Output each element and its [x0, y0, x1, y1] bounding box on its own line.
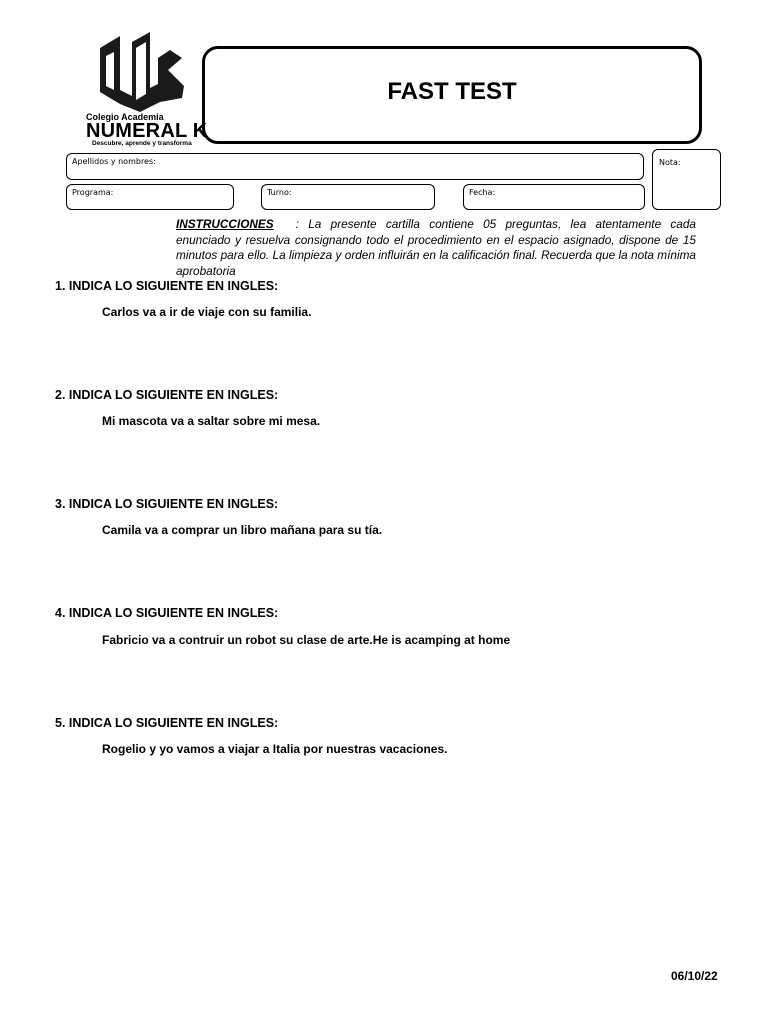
name-field[interactable] [66, 153, 644, 180]
question-heading-text: INDICA LO SIGUIENTE EN INGLES: [68, 388, 279, 402]
instructions [176, 217, 696, 278]
question-number: 3. [55, 497, 66, 511]
question-3-heading [55, 497, 278, 511]
question-1-heading [55, 279, 278, 293]
nk-logo-icon [98, 28, 188, 112]
question-heading-text: INDICA LO SIGUIENTE EN INGLES: [68, 716, 279, 730]
question-2-heading [55, 388, 278, 402]
name-field-label: Apellidos y nombres: [72, 157, 156, 166]
question-3-text: Camila va a comprar un libro mañana para su tía. [102, 523, 383, 537]
page-title: FAST TEST [387, 78, 517, 105]
shift-field[interactable] [261, 184, 435, 210]
question-1-text: Carlos va a ir de viaje con su familia. [102, 305, 312, 319]
question-number: 1. [55, 279, 66, 293]
grade-field[interactable] [652, 149, 721, 210]
question-heading-text: INDICA LO SIGUIENTE EN INGLES: [68, 279, 279, 293]
question-number: 2. [55, 388, 66, 402]
question-4-text: Fabricio va a contruir un robot su clase de arte.He is acamping at home [102, 633, 511, 647]
question-4-heading [55, 606, 278, 620]
date-field-label: Fecha: [469, 188, 496, 197]
logo-slogan: Descubre, aprende y transforma [92, 140, 192, 147]
program-field-label: Programa: [72, 188, 114, 197]
instructions-label: INSTRUCCIONES [176, 217, 274, 231]
footer-date: 06/10/22 [671, 969, 718, 983]
question-number: 4. [55, 606, 66, 620]
date-field[interactable] [463, 184, 645, 210]
logo-school-name: NUMERAL K [86, 120, 208, 142]
question-heading-text: INDICA LO SIGUIENTE EN INGLES: [68, 497, 279, 511]
question-heading-text: INDICA LO SIGUIENTE EN INGLES: [68, 606, 279, 620]
grade-field-label: Nota: [659, 158, 681, 167]
question-5-heading [55, 716, 278, 730]
program-field[interactable] [66, 184, 234, 210]
question-5-text: Rogelio y yo vamos a viajar a Italia por nuestras vacaciones. [102, 742, 448, 756]
shift-field-label: Turno: [267, 188, 292, 197]
question-2-text: Mi mascota va a saltar sobre mi mesa. [102, 414, 321, 428]
school-logo [84, 28, 208, 152]
question-number: 5. [55, 716, 66, 730]
logo-school-type: Colegio Academia [86, 112, 164, 122]
title-box [202, 46, 702, 144]
instructions-text: : La presente cartilla contiene 05 preguntas, lea atentamente cada enunciado y resuelva consignando todo el procedimiento en el espacio asignado, dispone de 15 minutos para ello. La limpieza y orden influirán en la calificación final. Recuerda que la nota mínima aprobatoria [176, 217, 696, 278]
